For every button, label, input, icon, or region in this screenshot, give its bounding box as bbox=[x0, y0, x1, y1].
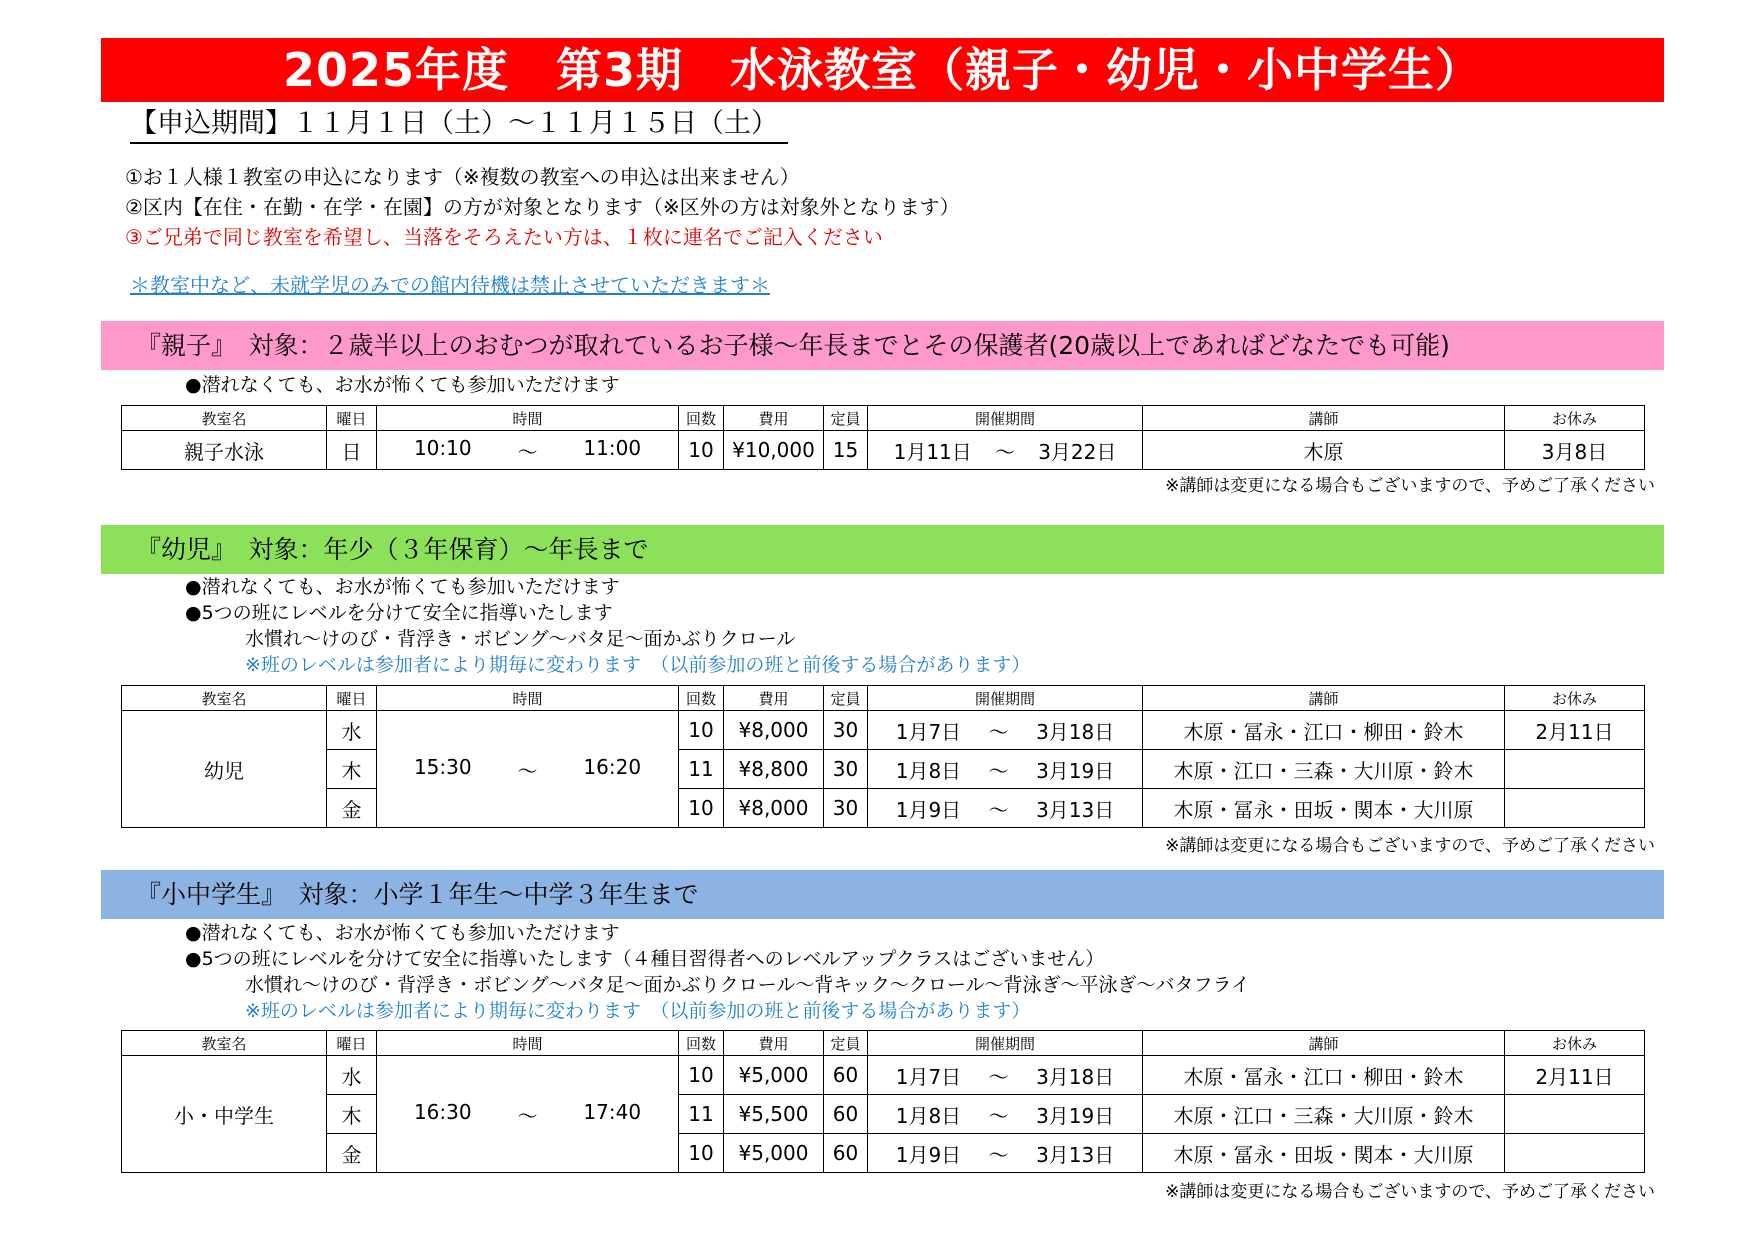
fee: ¥8,000 bbox=[724, 711, 824, 750]
fee: ¥8,000 bbox=[724, 789, 824, 828]
header-holiday: お休み bbox=[1505, 406, 1645, 431]
period-tilde: ～ bbox=[988, 758, 1009, 783]
period-start: 1月8日 bbox=[895, 758, 962, 783]
count: 10 bbox=[679, 1056, 724, 1095]
note-2: ②区内【在住・在勤・在学・在園】の方が対象となります（※区外の方は対象外となります） bbox=[125, 195, 960, 219]
shochu-bullet-2: ●5つの班にレベルを分けて安全に指導いたします（４種目習得者へのレベルアップクラスはございません） bbox=[185, 948, 1105, 970]
header-period: 開催期間 bbox=[868, 1031, 1143, 1056]
holiday bbox=[1505, 789, 1645, 828]
capacity: 60 bbox=[824, 1056, 868, 1095]
header-day: 曜日 bbox=[327, 406, 377, 431]
fee: ¥5,000 bbox=[724, 1134, 824, 1173]
yoji-bullet-2: ●5つの班にレベルを分けて安全に指導いたします bbox=[185, 602, 613, 624]
header-period: 開催期間 bbox=[868, 406, 1143, 431]
time-tilde: ～ bbox=[517, 758, 538, 783]
page-title: 2025年度 第3期 水泳教室（親子・幼児・小中学生） bbox=[101, 38, 1664, 102]
table-row bbox=[122, 1095, 1645, 1134]
header-period: 開催期間 bbox=[868, 686, 1143, 711]
table-row bbox=[122, 711, 1645, 750]
fee: ¥5,000 bbox=[724, 1056, 824, 1095]
capacity: 15 bbox=[824, 431, 868, 470]
instructor: 木原・冨永・田坂・関本・大川原 bbox=[1143, 789, 1505, 828]
holiday bbox=[1505, 1134, 1645, 1173]
header-count: 回数 bbox=[679, 1031, 724, 1056]
header-capacity: 定員 bbox=[824, 686, 868, 711]
instructor: 木原・江口・三森・大川原・鈴木 bbox=[1143, 1095, 1505, 1134]
shochu-instructor-note: ※講師は変更になる場合もございますので、予めご了承ください bbox=[1165, 1182, 1655, 1202]
time bbox=[377, 711, 679, 828]
period-tilde: ～ bbox=[988, 1064, 1009, 1089]
header-holiday: お休み bbox=[1505, 686, 1645, 711]
day: 水 bbox=[327, 711, 377, 750]
period-end: 3月19日 bbox=[1036, 1103, 1115, 1128]
day: 木 bbox=[327, 1095, 377, 1134]
header-fee: 費用 bbox=[724, 1031, 824, 1056]
header-time: 時間 bbox=[377, 406, 679, 431]
holiday bbox=[1505, 750, 1645, 789]
count: 11 bbox=[679, 1095, 724, 1134]
time-end: 16:20 bbox=[583, 754, 642, 779]
header-name: 教室名 bbox=[122, 686, 327, 711]
time-start: 10:10 bbox=[413, 435, 472, 460]
period-end: 3月18日 bbox=[1036, 719, 1115, 744]
table-row bbox=[122, 1056, 1645, 1095]
period-end: 3月22日 bbox=[1038, 439, 1117, 464]
oyako-schedule-table bbox=[121, 405, 1645, 470]
table-row bbox=[122, 750, 1645, 789]
header-count: 回数 bbox=[679, 686, 724, 711]
instructor: 木原・冨永・田坂・関本・大川原 bbox=[1143, 1134, 1505, 1173]
header-capacity: 定員 bbox=[824, 406, 868, 431]
shochu-section-header: 『小中学生』 対象：小学１年生～中学３年生まで bbox=[101, 870, 1664, 919]
fee: ¥10,000 bbox=[724, 431, 824, 470]
day: 金 bbox=[327, 1134, 377, 1173]
note-1: ①お１人様１教室の申込になります（※複数の教室への申込は出来ません） bbox=[125, 165, 800, 189]
header-day: 曜日 bbox=[327, 686, 377, 711]
instructor: 木原・冨永・江口・柳田・鈴木 bbox=[1143, 711, 1505, 750]
header-fee: 費用 bbox=[724, 406, 824, 431]
capacity: 60 bbox=[824, 1095, 868, 1134]
holiday: 3月8日 bbox=[1505, 431, 1645, 470]
table-header-row bbox=[122, 406, 1645, 431]
class-name: 幼児 bbox=[122, 711, 327, 828]
holiday bbox=[1505, 1095, 1645, 1134]
waiting-warning: ＊教室中など、未就学児のみでの館内待機は禁止させていただきます＊ bbox=[130, 273, 770, 297]
period bbox=[868, 1134, 1143, 1173]
shochu-bullet-1: ●潜れなくても、お水が怖くても参加いただけます bbox=[185, 922, 620, 944]
table-header-row bbox=[122, 686, 1645, 711]
period-end: 3月19日 bbox=[1036, 758, 1115, 783]
class-name: 小・中学生 bbox=[122, 1056, 327, 1173]
shochu-schedule-table bbox=[121, 1030, 1645, 1173]
instructor: 木原 bbox=[1143, 431, 1505, 470]
time-start: 15:30 bbox=[413, 754, 472, 779]
period bbox=[868, 789, 1143, 828]
fee: ¥5,500 bbox=[724, 1095, 824, 1134]
shochu-levels: 水慣れ～けのび・背浮き・ボビング～バタ足～面かぶりクロール～背キック～クロール～背泳ぎ～平泳ぎ～バタフライ bbox=[245, 974, 1250, 996]
holiday: 2月11日 bbox=[1505, 1056, 1645, 1095]
header-fee: 費用 bbox=[724, 686, 824, 711]
holiday: 2月11日 bbox=[1505, 711, 1645, 750]
shochu-level-note: ※班のレベルは参加者により期毎に変わります （以前参加の班と前後する場合があります） bbox=[245, 1000, 1031, 1022]
period-start: 1月7日 bbox=[895, 719, 962, 744]
capacity: 30 bbox=[824, 789, 868, 828]
yoji-level-note: ※班のレベルは参加者により期毎に変わります （以前参加の班と前後する場合があります） bbox=[245, 654, 1031, 676]
period bbox=[868, 431, 1143, 470]
period bbox=[868, 1095, 1143, 1134]
time-end: 11:00 bbox=[583, 435, 642, 460]
period-end: 3月13日 bbox=[1036, 1142, 1115, 1167]
oyako-section-header: 『親子』 対象：２歳半以上のおむつが取れているお子様～年長までとその保護者(20歳以上であればどなたでも可能) bbox=[101, 321, 1664, 370]
time bbox=[377, 431, 679, 470]
time-end: 17:40 bbox=[583, 1099, 642, 1124]
capacity: 30 bbox=[824, 750, 868, 789]
header-name: 教室名 bbox=[122, 1031, 327, 1056]
period-start: 1月8日 bbox=[895, 1103, 962, 1128]
table-row bbox=[122, 789, 1645, 828]
table-row bbox=[122, 1134, 1645, 1173]
period-tilde: ～ bbox=[988, 1142, 1009, 1167]
day: 木 bbox=[327, 750, 377, 789]
application-period: 【申込期間】１１月１日（土）～１１月１５日（土） bbox=[130, 106, 788, 144]
capacity: 30 bbox=[824, 711, 868, 750]
time-start: 16:30 bbox=[413, 1099, 472, 1124]
period-tilde: ～ bbox=[988, 719, 1009, 744]
capacity: 60 bbox=[824, 1134, 868, 1173]
period-tilde: ～ bbox=[988, 797, 1009, 822]
header-time: 時間 bbox=[377, 1031, 679, 1056]
header-day: 曜日 bbox=[327, 1031, 377, 1056]
count: 10 bbox=[679, 789, 724, 828]
period bbox=[868, 750, 1143, 789]
instructor: 木原・江口・三森・大川原・鈴木 bbox=[1143, 750, 1505, 789]
period bbox=[868, 711, 1143, 750]
instructor: 木原・冨永・江口・柳田・鈴木 bbox=[1143, 1056, 1505, 1095]
header-name: 教室名 bbox=[122, 406, 327, 431]
yoji-levels: 水慣れ～けのび・背浮き・ボビング～バタ足～面かぶりクロール bbox=[245, 628, 796, 650]
count: 10 bbox=[679, 1134, 724, 1173]
yoji-section-header: 『幼児』 対象：年少（３年保育）～年長まで bbox=[101, 525, 1664, 574]
count: 10 bbox=[679, 431, 724, 470]
day: 日 bbox=[327, 431, 377, 470]
table-row bbox=[122, 431, 1645, 470]
yoji-instructor-note: ※講師は変更になる場合もございますので、予めご了承ください bbox=[1165, 836, 1655, 856]
header-instructor: 講師 bbox=[1143, 1031, 1505, 1056]
period bbox=[868, 1056, 1143, 1095]
class-name: 親子水泳 bbox=[122, 431, 327, 470]
header-time: 時間 bbox=[377, 686, 679, 711]
header-instructor: 講師 bbox=[1143, 686, 1505, 711]
oyako-instructor-note: ※講師は変更になる場合もございますので、予めご了承ください bbox=[1165, 476, 1655, 496]
oyako-bullet-1: ●潜れなくても、お水が怖くても参加いただけます bbox=[185, 374, 620, 396]
header-count: 回数 bbox=[679, 406, 724, 431]
yoji-bullet-1: ●潜れなくても、お水が怖くても参加いただけます bbox=[185, 576, 620, 598]
table-header-row bbox=[122, 1031, 1645, 1056]
time bbox=[377, 1056, 679, 1173]
period-start: 1月7日 bbox=[895, 1064, 962, 1089]
period-tilde: ～ bbox=[994, 439, 1015, 464]
header-capacity: 定員 bbox=[824, 1031, 868, 1056]
period-start: 1月9日 bbox=[895, 797, 962, 822]
fee: ¥8,800 bbox=[724, 750, 824, 789]
period-end: 3月18日 bbox=[1036, 1064, 1115, 1089]
count: 10 bbox=[679, 711, 724, 750]
time-tilde: ～ bbox=[517, 439, 538, 464]
period-end: 3月13日 bbox=[1036, 797, 1115, 822]
header-instructor: 講師 bbox=[1143, 406, 1505, 431]
header-holiday: お休み bbox=[1505, 1031, 1645, 1056]
day: 水 bbox=[327, 1056, 377, 1095]
yoji-schedule-table bbox=[121, 685, 1645, 828]
time-tilde: ～ bbox=[517, 1103, 538, 1128]
period-tilde: ～ bbox=[988, 1103, 1009, 1128]
note-3: ③ご兄弟で同じ教室を希望し、当落をそろえたい方は、１枚に連名でご記入ください bbox=[125, 225, 883, 249]
period-start: 1月11日 bbox=[893, 439, 972, 464]
count: 11 bbox=[679, 750, 724, 789]
day: 金 bbox=[327, 789, 377, 828]
period-start: 1月9日 bbox=[895, 1142, 962, 1167]
